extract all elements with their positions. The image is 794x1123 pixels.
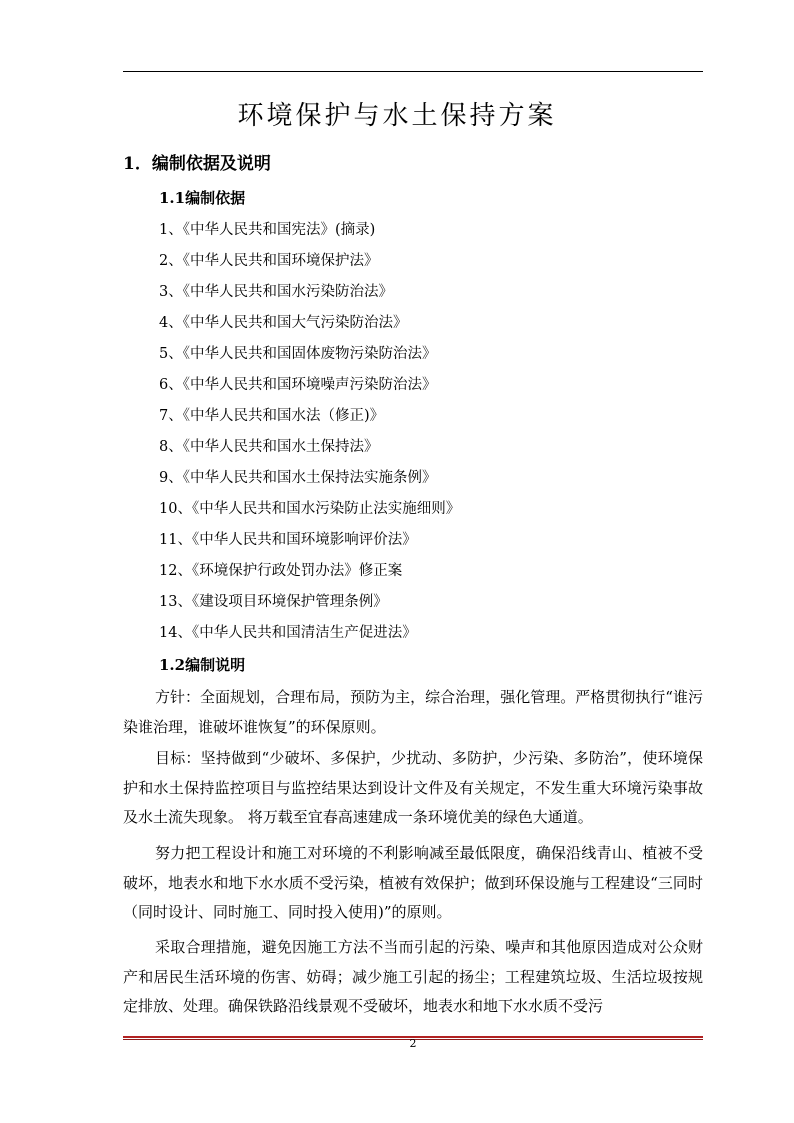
- reference-item: 13、《建设项目环境保护管理条例》: [159, 594, 388, 610]
- header-rule: [123, 71, 703, 72]
- section-heading-1: 1．编制依据及说明: [123, 154, 271, 174]
- reference-item: 10、《中华人民共和国水污染防止法实施细则》: [159, 501, 461, 517]
- reference-item: 1、《中华人民共和国宪法》(摘录): [159, 222, 376, 238]
- reference-item: 11、《中华人民共和国环境影响评价法》: [159, 532, 417, 548]
- reference-item: 2、《中华人民共和国环境保护法》: [159, 253, 379, 269]
- reference-item: 4、《中华人民共和国大气污染防治法》: [159, 315, 408, 331]
- page-number: 2: [409, 1037, 417, 1050]
- subsection-heading-1-2: 1.2编制说明: [159, 656, 246, 674]
- reference-item: 8、《中华人民共和国水土保持法》: [159, 439, 379, 455]
- reference-item: 3、《中华人民共和国水污染防治法》: [159, 284, 393, 300]
- paragraph-minimize-impact: 努力把工程设计和施工对环境的不利影响减至最低限度，确保沿线青山、植被不受破坏，地表水和地下水水质不受污染，植被有效保护；做到环保设施与工程建设“三同时（同时设计、同时施工、同时投入使用)”的原则。: [123, 844, 703, 921]
- paragraph-measures: 采取合理措施，避免因施工方法不当而引起的污染、噪声和其他原因造成对公众财产和居民生活环境的伤害、妨碍；减少施工引起的扬尘；工程建筑垃圾、生活垃圾按规定排放、处理。确保铁路沿线景观不受破坏，地表水和地下水水质不受污: [123, 938, 703, 1015]
- reference-item: 12、《环境保护行政处罚办法》修正案: [159, 563, 403, 579]
- paragraph-objective: 目标：坚持做到“少破坏、多保护，少扰动、多防护，少污染、多防治”，使环境保护和水土保持监控项目与监控结果达到设计文件及有关规定，不发生重大环境污染事故及水土流失现象。 将万载至宜春高速建成一条环境优美的绿色大通道。: [123, 749, 703, 826]
- subsection-heading-1-1: 1.1编制依据: [159, 189, 246, 207]
- reference-item: 7、《中华人民共和国水法（修正)》: [159, 408, 385, 424]
- reference-list: [159, 215, 460, 649]
- reference-item: 9、《中华人民共和国水土保持法实施条例》: [159, 470, 437, 486]
- paragraph-policy: 方针：全面规划，合理布局，预防为主，综合治理，强化管理。严格贯彻执行“谁污染谁治理，谁破坏谁恢复”的环保原则。: [123, 688, 703, 736]
- reference-item: 6、《中华人民共和国环境噪声污染防治法》: [159, 377, 437, 393]
- document-title: 环境保护与水土保持方案: [237, 101, 557, 131]
- reference-item: 14、《中华人民共和国清洁生产促进法》: [159, 625, 417, 641]
- reference-item: 5、《中华人民共和国固体废物污染防治法》: [159, 346, 437, 362]
